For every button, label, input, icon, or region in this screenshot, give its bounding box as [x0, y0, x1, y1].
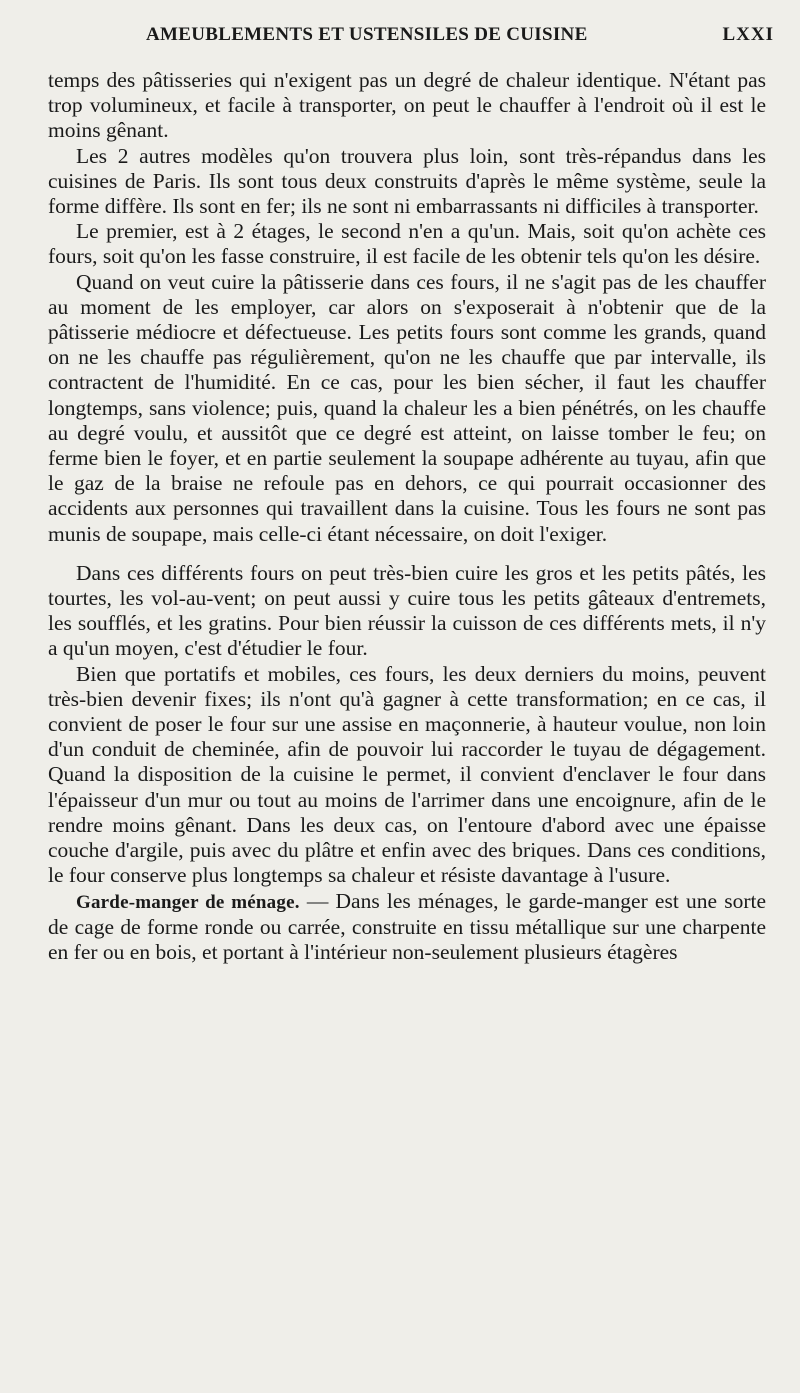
body-text: [48, 68, 766, 965]
page-header: [48, 24, 774, 54]
paragraph: Le premier, est à 2 étages, le second n'en a qu'un. Mais, soit qu'on achète ces fours, soit qu'on les fasse construire, il est facile de les obtenir tels qu'on les désire.: [48, 219, 766, 269]
section-paragraph: [48, 889, 766, 966]
paragraph: Quand on veut cuire la pâtisserie dans ces fours, il ne s'agit pas de les chauffer au moment de les employer, car alors on s'exposerait à n'obtenir que de la pâtisserie médiocre et défectueuse. Les petits fours sont comme les grands, quand on ne les chauffe pas régulièrement, qu'on ne les chauffe que par intervalle, ils contractent de l'humidité. En ce cas, pour les bien sécher, il faut les chauffer longtemps, sans violence; puis, quand la chaleur les a bien pénétrés, on les chauffe au degré voulu, et aussitôt que ce degré est atteint, on laisse tomber le feu; on ferme bien le foyer, et en partie seulement la soupape adhérente au tuyau, afin que le gaz de la braise ne refoule pas en dehors, ce qui pourrait occasionner des accidents aux personnes qui travaillent dans la cuisine. Tous les fours ne sont pas munis de soupape, mais celle-ci étant nécessaire, on doit l'exiger.: [48, 269, 766, 546]
page-number: LXXI: [722, 24, 774, 45]
section-text: Dans les ménages, le garde-manger est une sorte de cage de forme ronde ou carrée, construite en tissu métallique sur une charpente en fer ou en bois, et portant à l'intérieur non-seulement plusieurs étagères: [48, 888, 766, 964]
section-heading: Garde-manger de ménage.: [76, 891, 300, 913]
heading-dash: —: [299, 888, 336, 913]
paragraph: temps des pâtisseries qui n'exigent pas un degré de chaleur identique. N'étant pas trop volumineux, et facile à transporter, on peut le chauffer à l'endroit où il est le moins gênant.: [48, 68, 766, 143]
paragraph: Dans ces différents fours on peut très-bien cuire les gros et les petits pâtés, les tourtes, les vol-au-vent; on peut aussi y cuire tous les petits gâteaux d'entremets, les soufflés, et les gratins. Pour bien réussir la cuisson de ces différents mets, il n'y a qu'un moyen, c'est d'étudier le four.: [48, 560, 766, 661]
paragraph: Les 2 autres modèles qu'on trouvera plus loin, sont très-répandus dans les cuisines de Paris. Ils sont tous deux construits d'après le même système, seule la forme diffère. Ils sont en fer; ils ne sont ni embarrassants ni difficiles à transporter.: [48, 143, 766, 219]
paragraph: Bien que portatifs et mobiles, ces fours, les deux derniers du moins, peuvent très-bien devenir fixes; ils n'ont qu'à gagner à cette transformation; en ce cas, il convient de poser le four sur une assise en maçonnerie, à hauteur voulue, non loin d'un conduit de cheminée, afin de pouvoir lui raccorder le tuyau de dégagement. Quand la disposition de la cuisine le permet, il convient d'enclaver le four dans l'épaisseur d'un mur ou tout au moins de l'arrimer dans une encoignure, afin de le rendre moins gênant. Dans les deux cas, on l'entoure d'abord avec une épaisse couche d'argile, puis avec du plâtre et enfin avec des briques. Dans ces conditions, le four conserve plus longtemps sa chaleur et résiste davantage à l'usure.: [48, 661, 766, 888]
running-title: AMEUBLEMENTS ET USTENSILES DE CUISINE: [146, 24, 588, 45]
